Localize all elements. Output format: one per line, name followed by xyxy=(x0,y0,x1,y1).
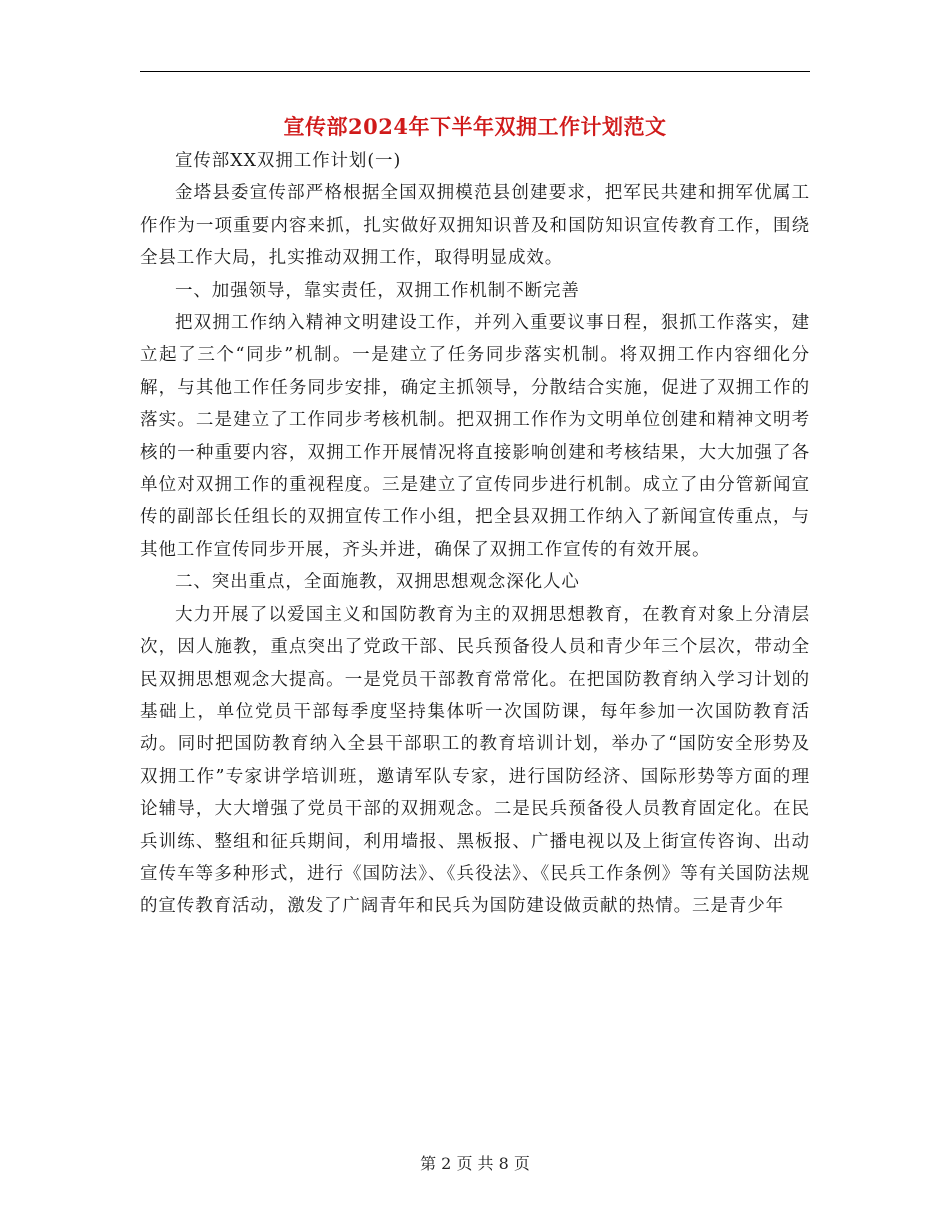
paragraph-section-1: 把双拥工作纳入精神文明建设工作，并列入重要议事日程，狠抓工作落实，建立起了三个“同步”机制。一是建立了任务同步落实机制。将双拥工作内容细化分解，与其他工作任务同步安排，确定主抓领导，分散结合实施，促进了双拥工作的落实。二是建立了工作同步考核机制。把双拥工作作为文明单位创建和精神文明考核的一种重要内容，双拥工作开展情况将直接影响创建和考核结果，大大加强了各单位对双拥工作的重视程度。三是建立了宣传同步进行机制。成立了由分管新闻宣传的副部长任组长的双拥宣传工作小组，把全县双拥工作纳入了新闻宣传重点，与其他工作宣传同步开展，齐头并进，确保了双拥工作宣传的有效开展。 xyxy=(140,313,810,560)
header-rule xyxy=(140,71,810,72)
paragraph-intro: 金塔县委宣传部严格根据全国双拥模范县创建要求，把军民共建和拥军优属工作作为一项重要内容来抓，扎实做好双拥知识普及和国防知识宣传教育工作，围绕全县工作大局，扎实推动双拥工作，取得明显成效。 xyxy=(140,183,810,269)
document-body xyxy=(140,145,810,923)
section-heading-2: 二、突出重点，全面施教，双拥思想观念深化人心 xyxy=(175,572,580,593)
document-title: 宣传部2024年下半年双拥工作计划范文 xyxy=(283,114,667,139)
paragraph-section-2: 大力开展了以爱国主义和国防教育为主的双拥思想教育，在教育对象上分清层次，因人施教，重点突出了党政干部、民兵预备役人员和青少年三个层次，带动全民双拥思想观念大提高。一是党员干部教育常常化。在把国防教育纳入学习计划的基础上，单位党员干部每季度坚持集体听一次国防课，每年参加一次国防教育活动。同时把国防教育纳入全县干部职工的教育培训计划，举办了“国防安全形势及双拥工作”专家讲学培训班，邀请军队专家，进行国防经济、国际形势等方面的理论辅导，大大增强了党员干部的双拥观念。二是民兵预备役人员教育固定化。在民兵训练、整组和征兵期间，利用墙报、黑板报、广播电视以及上街宣传咨询、出动宣传车等多种形式，进行《国防法》、《兵役法》、《民兵工作条例》等有关国防法规的宣传教育活动，激发了广阔青年和民兵为国防建设做贡献的热情。三是青少年 xyxy=(140,604,810,917)
paragraph-subtitle: 宣传部XX双拥工作计划(一) xyxy=(175,151,402,171)
page-number-footer: 第 2 页 共 8 页 xyxy=(420,1154,530,1173)
section-heading-1: 一、加强领导，靠实责任，双拥工作机制不断完善 xyxy=(175,280,580,301)
